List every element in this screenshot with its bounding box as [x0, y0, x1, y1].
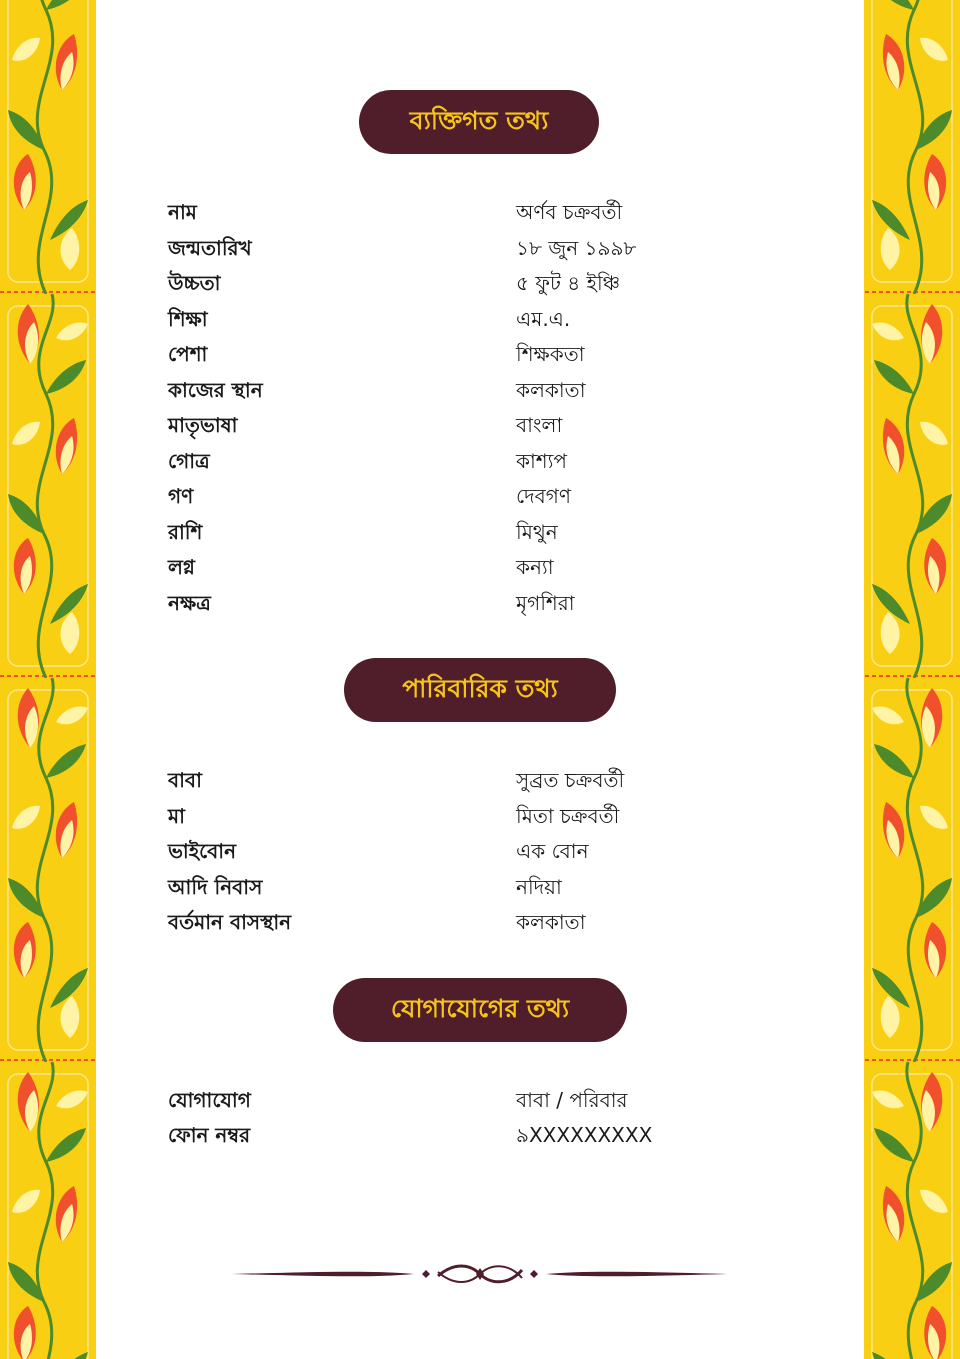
row-label: উচ্চতা	[168, 271, 221, 295]
info-row	[168, 482, 788, 516]
row-label: যোগাযোগ	[168, 1088, 251, 1112]
section-title-family: পারিবারিক তথ্য	[344, 658, 616, 722]
info-row	[168, 447, 788, 481]
row-label: বাবা	[168, 768, 202, 792]
row-label: নক্ষত্র	[168, 591, 211, 615]
info-row	[168, 589, 788, 623]
row-label: মাতৃভাষা	[168, 413, 238, 437]
row-value: কলকাতা	[516, 910, 586, 934]
row-value: কন্যা	[516, 555, 554, 579]
row-value: বাংলা	[516, 413, 563, 437]
info-row	[168, 908, 788, 942]
info-row	[168, 198, 788, 232]
row-value: কাশ্যপ	[516, 449, 568, 473]
row-label: গোত্র	[168, 449, 210, 473]
row-label: মা	[168, 804, 185, 828]
info-row	[168, 553, 788, 587]
row-label: বর্তমান বাসস্থান	[168, 910, 292, 934]
info-row	[168, 1121, 788, 1155]
section-title-personal: ব্যক্তিগত তথ্য	[359, 90, 599, 154]
row-value: মিতা চক্রবর্তী	[516, 804, 620, 828]
info-row	[168, 305, 788, 339]
floral-pattern-icon	[864, 0, 960, 1359]
info-row	[168, 837, 788, 871]
row-label: ভাইবোন	[168, 839, 237, 863]
section-title-contact: যোগাযোগের তথ্য	[333, 978, 627, 1042]
row-label: গণ	[168, 484, 194, 508]
row-label: লগ্ন	[168, 555, 195, 579]
floral-border-left	[0, 0, 96, 1359]
row-label: রাশি	[168, 520, 203, 544]
floral-border-right	[864, 0, 960, 1359]
info-row	[168, 411, 788, 445]
info-row	[168, 766, 788, 800]
row-value: ১৮ জুন ১৯৯৮	[516, 236, 637, 260]
row-value: বাবা / পরিবার	[516, 1088, 628, 1112]
row-value: সুব্রত চক্রবর্তী	[516, 768, 625, 792]
row-label: পেশা	[168, 342, 208, 366]
info-row	[168, 234, 788, 268]
row-label: শিক্ষা	[168, 307, 208, 331]
row-value: নদিয়া	[516, 875, 562, 899]
row-value: এক বোন	[516, 839, 589, 863]
info-row	[168, 802, 788, 836]
row-value: এম.এ.	[516, 307, 571, 331]
biodata-sheet	[96, 0, 864, 1359]
info-row	[168, 269, 788, 303]
row-value: মিথুন	[516, 520, 558, 544]
row-label: কাজের স্থান	[168, 378, 263, 402]
info-row	[168, 1086, 788, 1120]
row-label: নাম	[168, 200, 197, 224]
row-value: কলকাতা	[516, 378, 586, 402]
ornament-divider-icon	[232, 1256, 728, 1292]
floral-pattern-icon	[0, 0, 96, 1359]
row-value: ৯XXXXXXXXX	[516, 1123, 653, 1147]
row-label: আদি নিবাস	[168, 875, 263, 899]
row-value: মৃগশিরা	[516, 591, 575, 615]
info-row	[168, 376, 788, 410]
row-value: ৫ ফুট ৪ ইঞ্চি	[516, 271, 621, 295]
info-row	[168, 518, 788, 552]
row-value: অর্ণব চক্রবর্তী	[516, 200, 623, 224]
info-row	[168, 340, 788, 374]
row-label: ফোন নম্বর	[168, 1123, 251, 1147]
row-value: শিক্ষকতা	[516, 342, 585, 366]
info-row	[168, 873, 788, 907]
row-label: জন্মতারিখ	[168, 236, 252, 260]
row-value: দেবগণ	[516, 484, 571, 508]
